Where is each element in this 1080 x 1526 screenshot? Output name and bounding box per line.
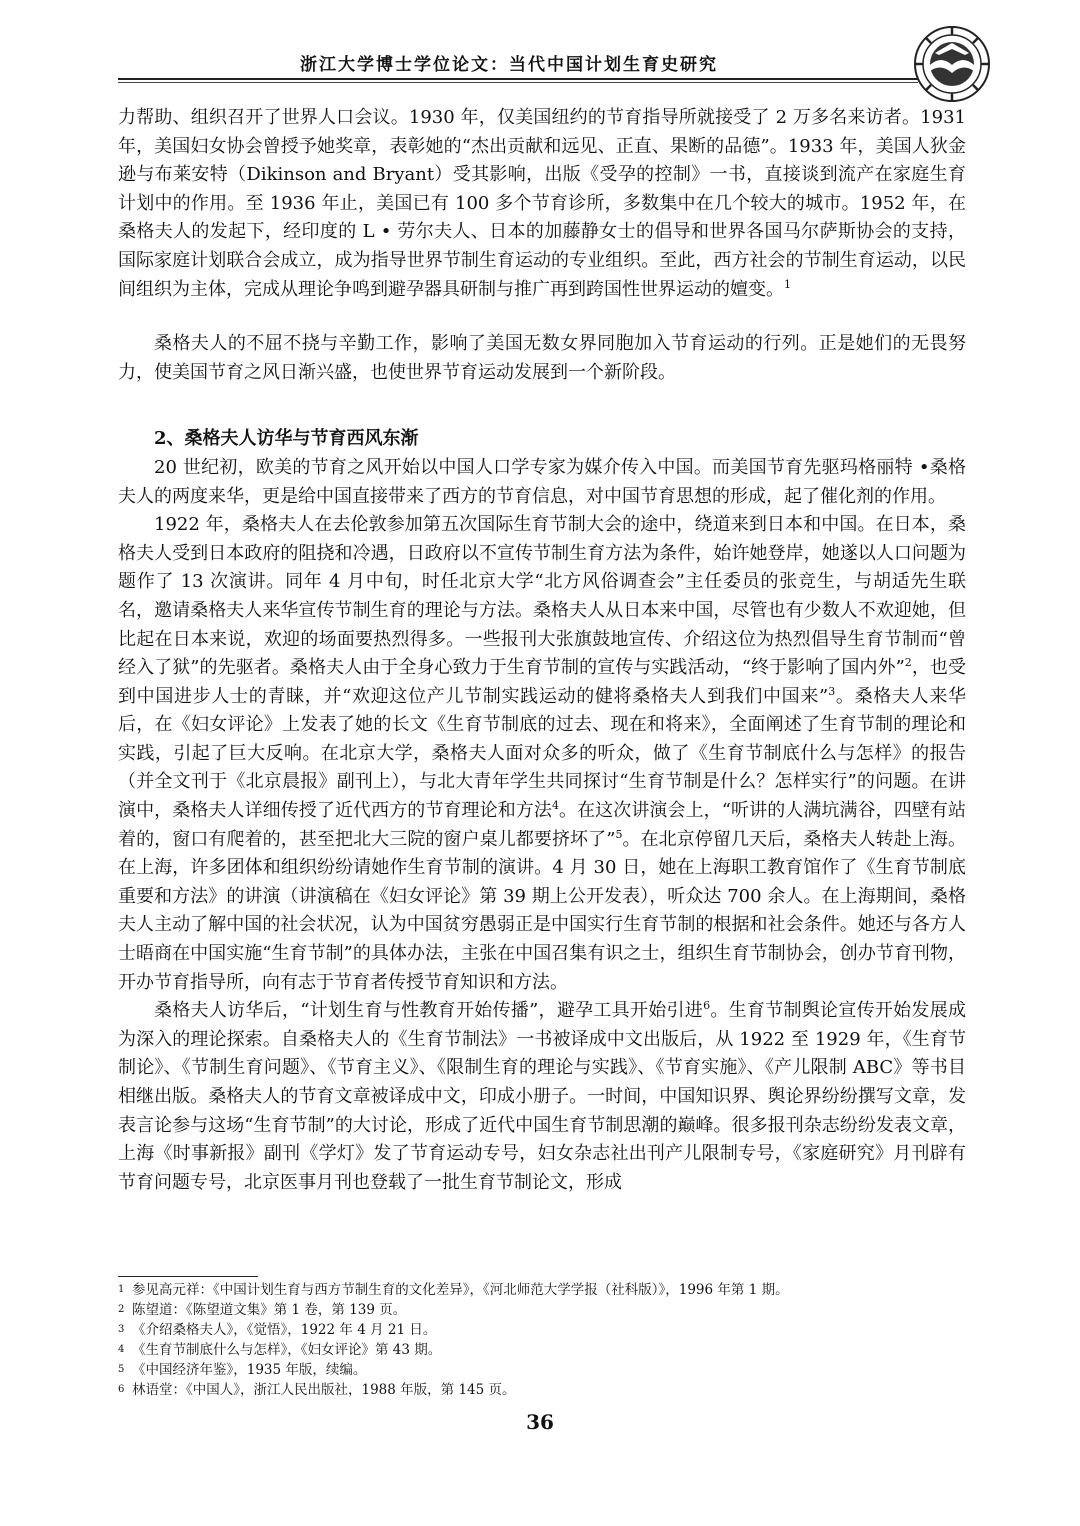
paragraph: 1922 年，桑格夫人在去伦敦参加第五次国际生育节制大会的途中，绕道来到日本和中国。在日本，桑格夫人受到日本政府的阻挠和冷遇，日政府以不宣传节制生育方法为条件，始许她登岸，她遂以人口问题为题作了 13 次演讲。同年 4 月中旬，时任北京大学“北方风俗调查会”主任委员的张竞生，与胡适先生联名，邀请桑格夫人来华宣传节制生育的理论与方法。桑格夫人从日本来中国，尽管也有少数人不欢迎她，但比起在日本来说，欢迎的场面要热烈得多。一些报刊大张旗鼓地宣传、介绍这位为热烈倡导生育节制而“曾经入了狱”的先驱者。桑格夫人由于全身心致力于生育节制的宣传与实践活动，“终于影响了国内外”$^2$，也受到中国进步人士的青睐，并“欢迎这位产儿节制实践运动的健将桑格夫人到我们中国来”$^3$。桑格夫人来华后，在《妇女评论》上发表了她的长文《生育节制底的过去、现在和将来》，全面阐述了生育节制的理论和实践，引起了巨大反响。在北京大学，桑格夫人面对众多的听众，做了《生育节制底什么与怎样》的报告（并全文刊于《北京晨报》副刊上），与北大青年学生共同探讨“生育节制是什么？怎样实行”的问题。在讲演中，桑格夫人详细传授了近代西方的节育理论和方法$^4$。在这次讲演会上，“听讲的人满坑满谷，四壁有站着的，窗口有爬着的，甚至把北大三院的窗户桌儿都要挤坏了”$^5$。在北京停留几天后，桑格夫人转赴上海。在上海，许多团体和组织纷纷请她作生育节制的演讲。4 月 30 日，她在上海职工教育馆作了《生育节制底重要和方法》的讲演（讲演稿在《妇女评论》第 39 期上公开发表），听众达 700 余人。在上海期间，桑格夫人主动了解中国的社会状况，认为中国贫穷愚弱正是中国实行生育节制的根据和社会条件。她还与各方人士晤商在中国实施“生育节制”的具体办法，主张在中国召集有识之士，组织生育节制协会，创办节育刊物，开办节育指导所，向有志于节育者传授节育知识和方法。 [118, 514, 967, 993]
footnote-ref[interactable]: 3 [828, 684, 836, 698]
footnote: 3 《介绍桑格夫人》，《觉悟》，1922 年 4 月 21 日。 [118, 1322, 437, 1338]
university-seal-icon [913, 25, 991, 103]
footnote: 1 参见高元祥：《中国计划生育与西方节制生育的文化差异》，《河北师范大学学报（社科版）》，1996 年第 1 期。 [118, 1282, 789, 1298]
footnote: 5 《中国经济年鉴》，1935 年版，续编。 [118, 1362, 367, 1378]
footnote-ref[interactable]: 2 [904, 656, 912, 670]
footnote-ref[interactable]: 6 [703, 999, 711, 1013]
paragraph: 桑格夫人访华后，“计划生育与性教育开始传播”，避孕工具开始引进$^6$。生育节制舆论宣传开始发展成为深入的理论探索。自桑格夫人的《生育节制法》一书被译成中文出版后，从 1922 至 1929 年，《生育节制论》、《节制生育问题》、《节育主义》、《限制生育的理论与实践》、《节育实施》、《产儿限制 ABC》等书目相继出版。桑格夫人的节育文章被译成中文，印成小册子。一时间，中国知识界、舆论界纷纷撰写文章，发表言论参与这场“生育节制”的大讨论，形成了近代中国生育节制思潮的巅峰。很多报刊杂志纷纷发表文章，上海《时事新报》副刊《学灯》发了节育运动专号，妇女杂志社出刊产儿限制专号，《家庭研究》月刊辟有节育问题专号，北京医事月刊也登载了一批生育节制论文，形成 [118, 999, 966, 1193]
section-heading: 2、桑格夫人访华与节育西风东渐 [154, 428, 419, 450]
footnote-ref[interactable]: 1 [784, 277, 791, 291]
header-rule [118, 78, 918, 80]
footnote-rule [118, 1276, 258, 1277]
header-title: 浙江大学博士学位论文：当代中国计划生育史研究 [300, 55, 718, 75]
footnote: 4 《生育节制底什么与怎样》，《妇女评论》第 43 期。 [118, 1342, 442, 1358]
footnote: 6 林语堂：《中国人》，浙江人民出版社，1988 年版，第 145 页。 [118, 1382, 516, 1398]
page-number: 36 [526, 1410, 554, 1434]
footnote: 2 陈望道：《陈望道文集》第 1 卷，第 139 页。 [118, 1302, 407, 1318]
footnote-ref[interactable]: 5 [615, 827, 623, 841]
running-header [118, 40, 978, 80]
paragraph: 力帮助、组织召开了世界人口会议。1930 年，仅美国纽约的节育指导所就接受了 2 万多名来访者。1931 年，美国妇女协会曾授予她奖章，表彰她的“杰出贡献和远见、正直、果断的品德”。1933 年，美国人狄金逊与布莱安特（Dikinson and Bryant）受其影响，出版《受孕的控制》一书，直接谈到流产在家庭生育计划中的作用。至 1936 年止，美国已有 100 多个节育诊所，多数集中在几个较大的城市。1952 年，在桑格夫人的发起下，经印度的 L • 劳尔夫人、日本的加藤静女士的倡导和世界各国马尔萨斯协会的支持，国际家庭计划联合会成立，成为指导世界节制生育运动的专业组织。至此，西方社会的节制生育运动，以民间组织为主体，完成从理论争鸣到避孕器具研制与推广再到跨国性世界运动的嬗变。$^1$ [118, 107, 966, 300]
header-rule-thin [118, 82, 918, 83]
paragraph: 桑格夫人的不屈不挠与辛勤工作，影响了美国无数女界同胞加入节育运动的行列。正是她们的无畏努力，使美国节育之风日渐兴盛，也使世界节育运动发展到一个新阶段。 [118, 333, 966, 383]
paragraph: 20 世纪初，欧美的节育之风开始以中国人口学专家为媒介传入中国。而美国节育先驱玛格丽特 •桑格夫人的两度来华，更是给中国直接带来了西方的节育信息，对中国节育思想的形成，起了催化剂的作用。 [118, 456, 966, 507]
footnote-ref[interactable]: 4 [551, 799, 559, 813]
main-body [118, 104, 966, 1197]
footnotes [118, 1280, 966, 1400]
